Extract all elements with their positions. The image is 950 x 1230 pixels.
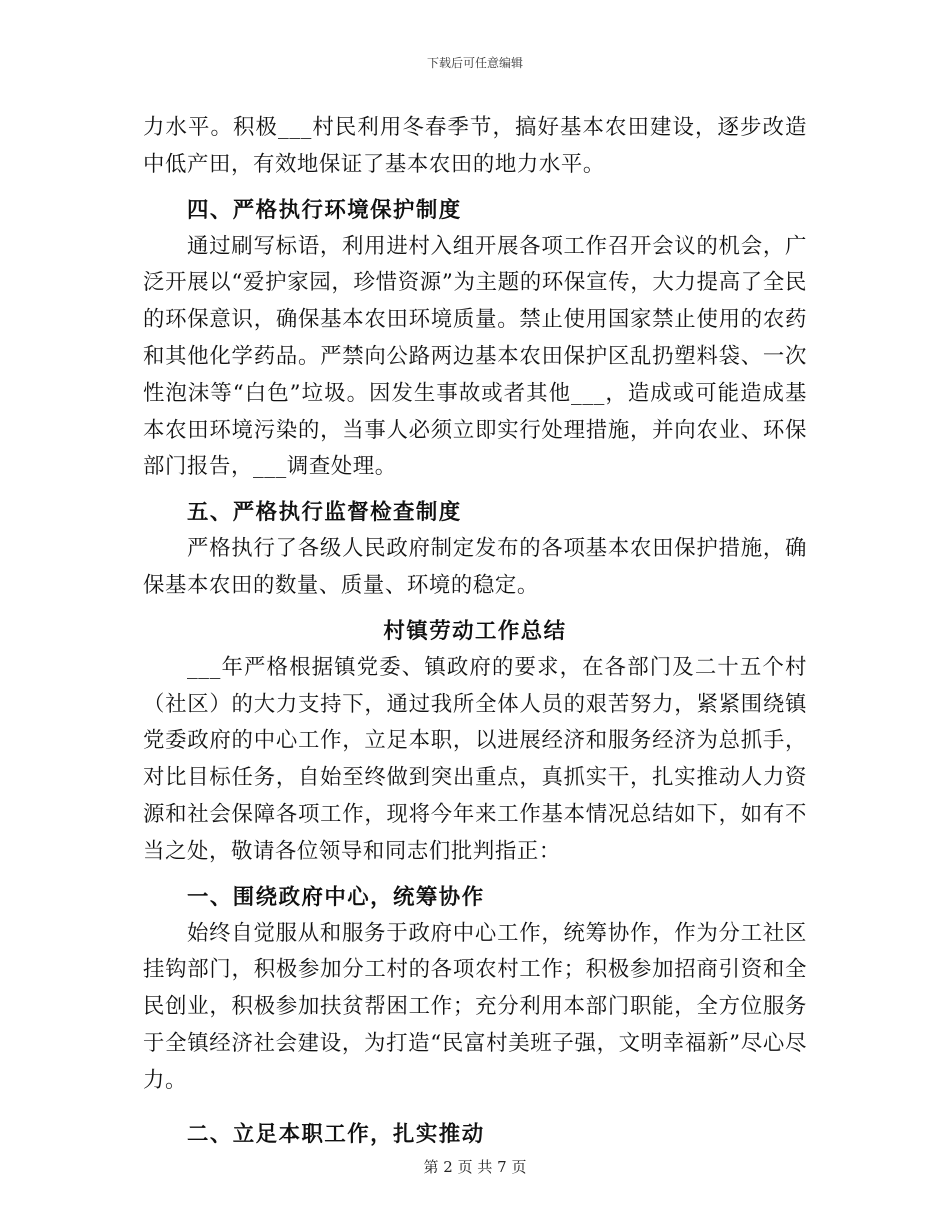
- section-heading-1: 一、围绕政府中心，统筹协作: [187, 884, 485, 910]
- section-heading-5: 五、严格执行监督检查制度: [187, 500, 462, 526]
- paragraph-continued: 力水平。积极___村民利用冬春季节，搞好基本农田建设，逐步改造中低产田，有效地保证了基本农田的地力水平。: [143, 115, 807, 177]
- section-heading-2: 二、立足本职工作，扎实推动: [187, 1121, 485, 1147]
- section-heading-4: 四、严格执行环境保护制度: [187, 197, 462, 223]
- page-footer: 第 2 页 共 7 页: [423, 1158, 527, 1176]
- document-title: 村镇劳动工作总结: [383, 618, 567, 644]
- paragraph-environment: 通过刷写标语，利用进村入组开展各项工作召开会议的机会，广泛开展以“爱护家园，珍惜资源”为主题的环保宣传，大力提高了全民的环保意识，确保基本农田环境质量。禁止使用国家禁止使用的农药和其他化学药品。严禁向公路两边基本农田保护区乱扔塑料袋、一次性泡沫等“白色”垃圾。因发生事故或者其他___，造成或可能造成基本农田环境污染的，当事人必须立即实行处理措施，并向农业、环保部门报告，___调查处理。: [143, 233, 807, 480]
- document-body: [143, 110, 807, 1153]
- paragraph-intro: ___年严格根据镇党委、镇政府的要求，在各部门及二十五个村（社区）的大力支持下，通过我所全体人员的艰苦努力，紧紧围绕镇党委政府的中心工作，立足本职，以进展经济和服务经济为总抓手，对比目标任务，自始至终做到突出重点，真抓实干，扎实推动人力资源和社会保障各项工作，现将今年来工作基本情况总结如下，如有不当之处，敬请各位领导和同志们批判指正：: [143, 654, 807, 864]
- page-header: 下载后可任意编辑: [426, 56, 523, 70]
- paragraph-supervision: 严格执行了各级人民政府制定发布的各项基本农田保护措施，确保基本农田的数量、质量、环境的稳定。: [143, 536, 807, 598]
- paragraph-coordination: 始终自觉服从和服务于政府中心工作，统筹协作，作为分工社区挂钩部门，积极参加分工村的各项农村工作；积极参加招商引资和全民创业，积极参加扶贫帮困工作；充分利用本部门职能，全方位服务于全镇经济社会建设，为打造“民富村美班子强，文明幸福新”尽心尽力。: [143, 920, 807, 1093]
